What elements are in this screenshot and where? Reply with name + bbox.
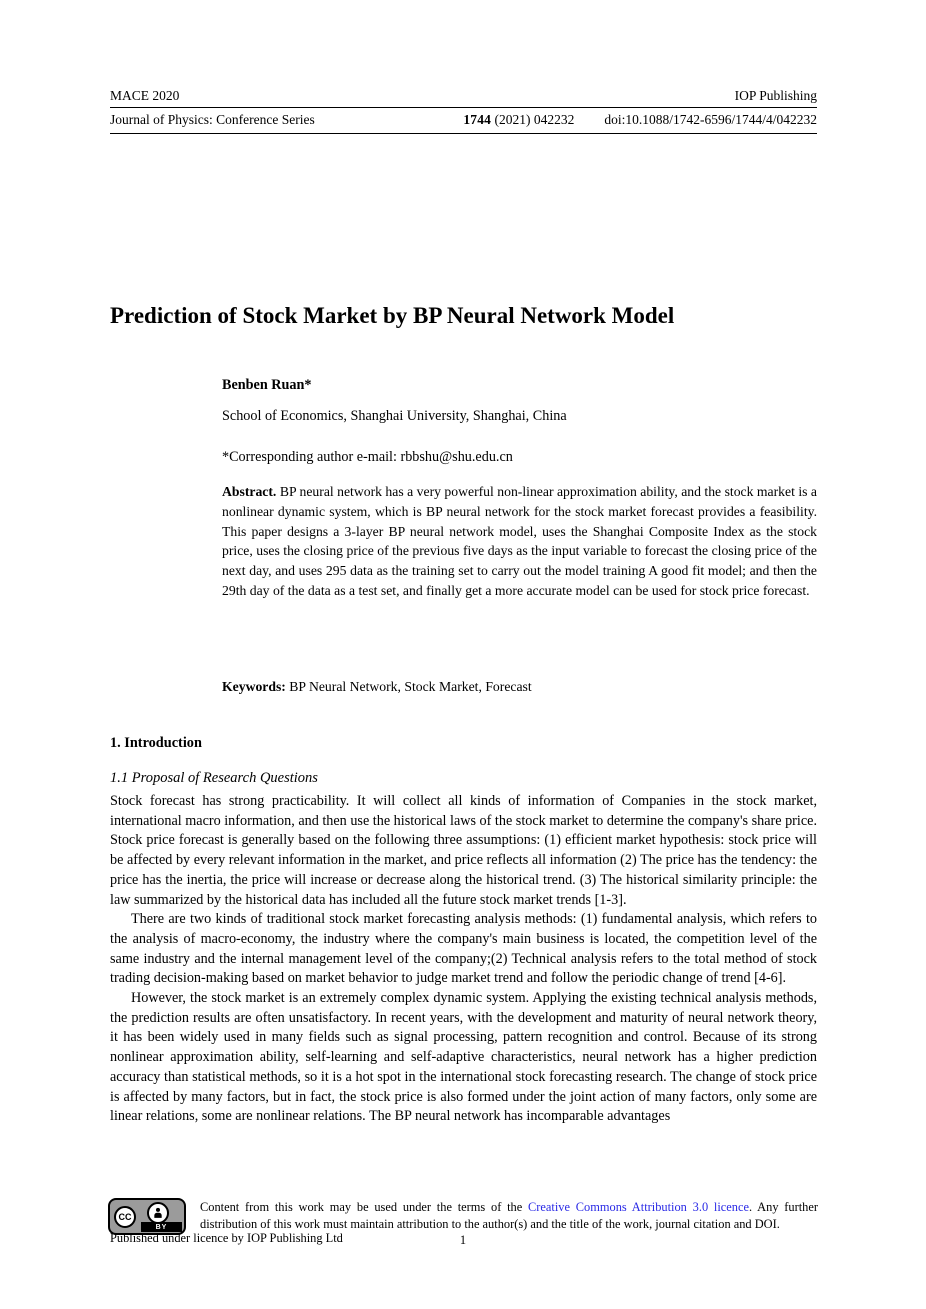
author-name: Benben Ruan* [222, 377, 312, 393]
abstract-label: Abstract. [222, 484, 277, 499]
license-text [200, 1199, 818, 1233]
by-label: BY [141, 1222, 182, 1232]
paragraph-3: However, the stock market is an extremely complex dynamic system. Applying the existing technical analysis methods, the prediction results are often unsatisfactory. In recent years, with the development and maturity of neural network theory, it has been widely used in many fields such as signal processing, pattern recognition and control. Because of its strong nonlinear approximation ability, self-learning and self-adaptive characteristics, neural network has a higher prediction accuracy than statistical methods, so it is a hot spot in the international stock forecasting research. The change of stock price is affected by many factors, but in fact, the stock price is also formed under the joint action of many factors, only some are linear relations, some are nonlinear relations. The BP neural network has incomparable advantages [110, 990, 817, 1125]
section-heading-introduction: 1. Introduction [110, 735, 202, 751]
creative-commons-link[interactable]: Creative Commons Attribution 3.0 licence [528, 1200, 749, 1214]
subsection-heading-research-questions: 1.1 Proposal of Research Questions [110, 770, 318, 786]
journal-header [110, 88, 817, 134]
header-row-journal [110, 108, 817, 134]
affiliation: School of Economics, Shanghai University, Shanghai, China [222, 408, 567, 424]
journal-name: Journal of Physics: Conference Series [110, 112, 315, 127]
license-text-post: . Any further distribution of this work must maintain attribution to the author(s) and the title of the work, journal citation and DOI. [200, 1200, 819, 1231]
keywords-label: Keywords: [222, 679, 286, 694]
license-text-pre: Content from this work may be used under the terms of the [200, 1200, 529, 1214]
published-note: Published under licence by IOP Publishing Ltd [110, 1231, 343, 1245]
citation-info [463, 112, 574, 128]
conference-name: MACE 2020 [110, 88, 180, 103]
paragraph-1: Stock forecast has strong practicability. It will collect all kinds of information of Companies in the stock market, international macro information, and then use the historical laws of the stock market to determine the company's share price. Stock price forecast is generally based on the following three assumptions: (1) efficient market hypothesis: stock price will be affected by every relevant information in the market, and price reflects all information (2) The price has the tendency: the price has the inertia, the price will increase or decrease along the historical trend. (3) The historical similarity principle: the law summarized by the historical data has included all the future stock market trends [1-3]. [110, 793, 817, 908]
keywords [222, 679, 817, 695]
keywords-text: BP Neural Network, Stock Market, Forecast [289, 679, 532, 694]
volume-number: 1744 [463, 112, 492, 127]
article-title: Prediction of Stock Market by BP Neural Network Model [110, 303, 675, 328]
publisher-name: IOP Publishing [734, 88, 817, 103]
cc-by-badge [108, 1198, 186, 1235]
author-block [222, 377, 817, 466]
attribution-person-icon [147, 1202, 169, 1224]
corresponding-email: *Corresponding author e-mail: rbbshu@shu.edu.cn [222, 449, 513, 465]
header-row-top [110, 88, 817, 108]
paragraph-2: There are two kinds of traditional stock market forecasting analysis methods: (1) fundamental analysis, which refers to the analysis of macro-economy, the industry where the company's main business is located, the competition level of the same industry and the internal management level of the company;(2) Technical analysis refers to the total method of stock trading decision-making based on market behavior to judge market trend and follow the periodic change of trend [4-6]. [110, 911, 817, 987]
page-number: 1 [459, 1233, 467, 1247]
issue-info: (2021) 042232 [491, 112, 575, 127]
doi: doi:10.1088/1742-6596/1744/4/042232 [604, 112, 817, 127]
introduction-body [110, 792, 817, 1127]
creative-commons-icon: CC [114, 1206, 136, 1228]
abstract-text: BP neural network has a very powerful non-linear approximation ability, and the stock market is a nonlinear dynamic system, which is BP neural network for the stock market forecast provides a feasibility. This paper designs a 3-layer BP neural network model, uses the Shanghai Composite Index as the stock price, uses the closing price of the previous five days as the input variable to forecast the closing price of the next day, and uses 295 data as the training set to carry out the model training A good fit model; and then the 29th day of the data as a test set, and finally get a more accurate model can be used for stock price forecast. [222, 484, 818, 598]
abstract [222, 482, 817, 601]
